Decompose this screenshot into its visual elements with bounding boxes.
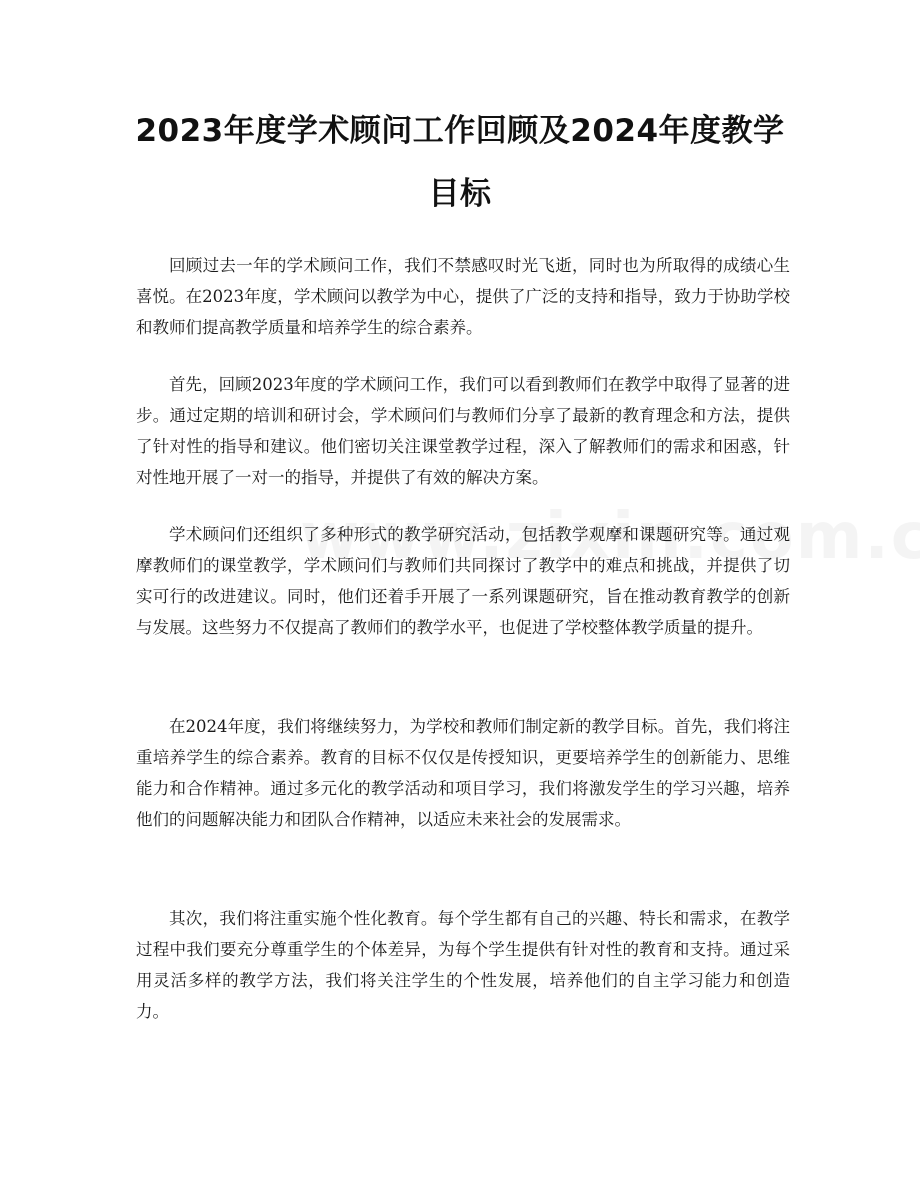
paragraph-3: 学术顾问们还组织了多种形式的教学研究活动，包括教学观摩和课题研究等。通过观摩教师们的课堂教学，学术顾问们与教师们共同探讨了教学中的难点和挑战，并提供了切实可行的改进建议。同时，他们还着手开展了一系列课题研究，旨在推动教育教学的创新与发展。这些努力不仅提高了教师们的教学水平，也促进了学校整体教学质量的提升。	[136, 525, 790, 637]
paragraph-2: 首先，回顾2023年度的学术顾问工作，我们可以看到教师们在教学中取得了显著的进步。通过定期的培训和研讨会，学术顾问们与教师们分享了最新的教育理念和方法，提供了针对性的指导和建议。他们密切关注课堂教学过程，深入了解教师们的需求和困惑，针对性地开展了一对一的指导，并提供了有效的解决方案。	[136, 375, 790, 487]
paragraph-4: 在2024年度，我们将继续努力，为学校和教师们制定新的教学目标。首先，我们将注重培养学生的综合素养。教育的目标不仅仅是传授知识，更要培养学生的创新能力、思维能力和合作精神。通过多元化的教学活动和项目学习，我们将激发学生的学习兴趣，培养他们的问题解决能力和团队合作精神，以适应未来社会的发展需求。	[136, 717, 790, 829]
document-title: 2023年度学术顾问工作回顾及2024年度教学目标	[135, 113, 785, 212]
paragraph-5: 其次，我们将注重实施个性化教育。每个学生都有自己的兴趣、特长和需求，在教学过程中我们要充分尊重学生的个体差异，为每个学生提供有针对性的教育和支持。通过采用灵活多样的教学方法，我们将关注学生的个性发展，培养他们的自主学习能力和创造力。	[136, 909, 790, 1021]
paragraph-1: 回顾过去一年的学术顾问工作，我们不禁感叹时光飞逝，同时也为所取得的成绩心生喜悦。在2023年度，学术顾问以教学为中心，提供了广泛的支持和指导，致力于协助学校和教师们提高教学质量和培养学生的综合素养。	[136, 256, 790, 337]
